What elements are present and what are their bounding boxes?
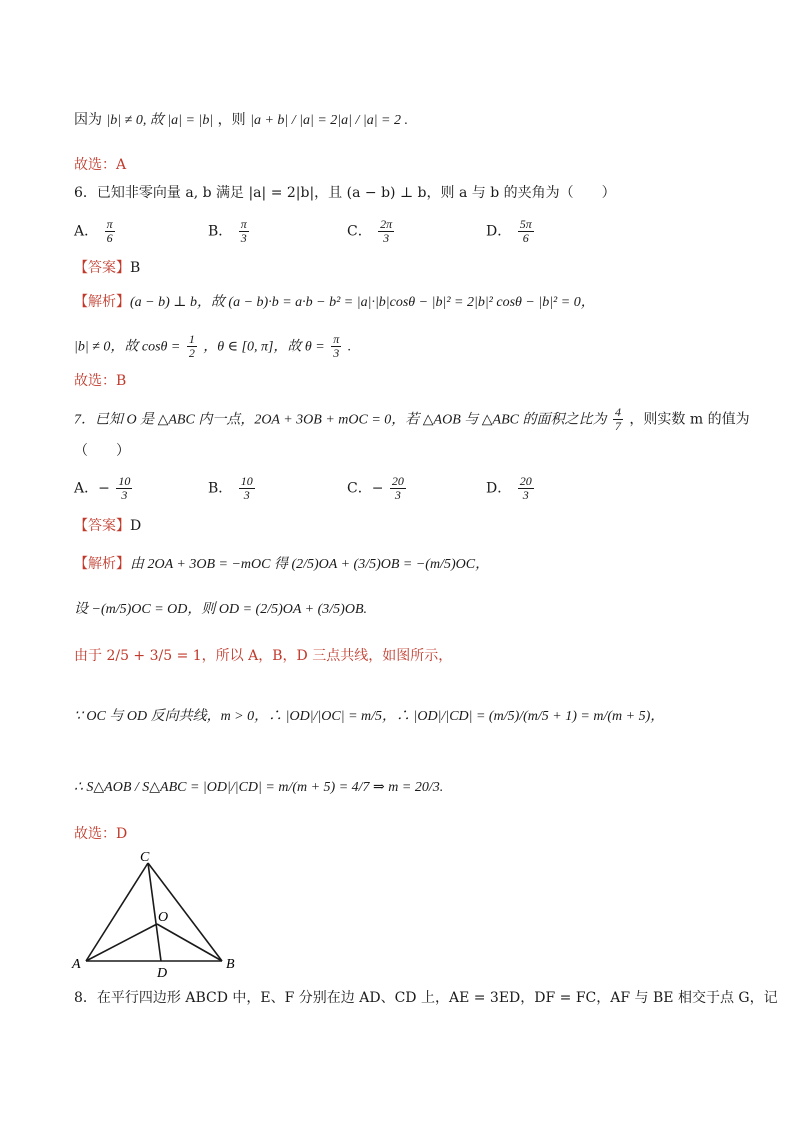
prev-prefix: 因为 bbox=[74, 112, 102, 128]
q6-option-c-den: 3 bbox=[383, 231, 390, 245]
q7-analysis-3: 由于 2/5 + 3/5 = 1，所以 A，B，D 三点共线，如图所示， bbox=[74, 648, 453, 664]
q7-analysis-5: ∴ S△AOB / S△ABC = |OD|/|CD| = m/(m + 5) = 4/7 ⇒ m = 20/3. bbox=[74, 780, 444, 795]
q7-option-a-sign: − bbox=[98, 480, 110, 497]
q7-option-b-label: B． bbox=[208, 480, 233, 497]
q6-analysis-line-1 bbox=[74, 292, 595, 313]
segment-oa bbox=[86, 924, 157, 961]
q6-option-a-num: π bbox=[106, 217, 113, 231]
q6-choice: 故选：B bbox=[74, 373, 127, 389]
q7-triangle-figure bbox=[68, 848, 248, 978]
q7-answer-value: D bbox=[130, 518, 142, 534]
q6-option-b bbox=[208, 218, 251, 245]
q6-stem: 6．已知非零向量 a, b 满足 |a| = 2|b|，且 (a − b) ⊥ b，则 a 与 b 的夹角为（ ） bbox=[74, 185, 616, 201]
q6-analysis-2b: ，θ ∈ [0, π]，故 θ = bbox=[203, 339, 325, 355]
q7-option-a-num: 10 bbox=[118, 474, 131, 488]
q7-option-c bbox=[347, 475, 408, 502]
q7-option-c-den: 3 bbox=[394, 488, 401, 502]
q6-answer-tag: 【答案】 bbox=[74, 260, 130, 276]
prev-choice: 故选：A bbox=[74, 157, 127, 173]
segment-ob bbox=[157, 924, 222, 961]
prev-condition: |b| ≠ 0, 故 |a| = |b| bbox=[106, 113, 214, 128]
q7-analysis-tag: 【解析】 bbox=[74, 556, 130, 572]
q6-option-a-den: 6 bbox=[106, 231, 113, 245]
label-a: A bbox=[72, 957, 81, 972]
q6-option-d-den: 6 bbox=[522, 231, 529, 245]
q6-answer-value: B bbox=[130, 260, 141, 276]
q7-analysis-1: 由 2OA + 3OB = −mOC 得 (2/5)OA + (3/5)OB = −(m/5)OC， bbox=[130, 557, 490, 572]
q6-answer bbox=[74, 258, 140, 278]
q7-analysis-line-1 bbox=[74, 554, 489, 575]
q6-option-b-num: π bbox=[240, 217, 247, 231]
q7-stem-num: 4 bbox=[614, 405, 621, 419]
q7-stem-line-1 bbox=[74, 406, 750, 433]
q6-analysis-2a: |b| ≠ 0，故 cosθ = bbox=[74, 339, 181, 355]
q6-option-b-den: 3 bbox=[240, 231, 247, 245]
q6-option-a bbox=[74, 218, 117, 245]
label-d: D bbox=[157, 966, 168, 978]
q7-stem-c: （ ） bbox=[74, 443, 130, 459]
edge-ac bbox=[86, 863, 148, 961]
q6-analysis-1: (a − b) ⊥ b，故 (a − b)·b = a·b − b² = |a|·|b|cosθ − |b|² = 2|b|² cosθ − |b|² = 0， bbox=[130, 295, 595, 310]
q6-option-c-label: C． bbox=[347, 223, 372, 240]
q7-choice: 故选：D bbox=[74, 826, 128, 842]
q7-option-a-den: 3 bbox=[121, 488, 128, 502]
q6-analysis-2-den2: 3 bbox=[333, 346, 340, 360]
q7-option-d bbox=[486, 475, 536, 502]
q7-option-d-label: D． bbox=[486, 480, 512, 497]
q7-option-b bbox=[208, 475, 257, 502]
q6-analysis-2c: . bbox=[347, 339, 352, 355]
prev-expression: |a + b| / |a| = 2|a| / |a| = 2 . bbox=[250, 113, 409, 128]
label-o: O bbox=[158, 910, 169, 925]
q7-analysis-4: ∵ OC 与 OD 反向共线，m > 0，∴ |OD|/|OC| = m/5，∴ |OD|/|CD| = (m/5)/(m/5 + 1) = m/(m + 5)， bbox=[74, 709, 665, 724]
q6-analysis-2-num: 1 bbox=[188, 332, 195, 346]
label-b: B bbox=[226, 957, 235, 972]
q7-option-a-label: A． bbox=[74, 480, 99, 497]
q7-option-d-den: 3 bbox=[522, 488, 529, 502]
prev-solution-line bbox=[74, 110, 408, 131]
q6-option-d bbox=[486, 218, 536, 245]
q8-stem: 8．在平行四边形 ABCD 中，E、F 分别在边 AD、CD 上，AE = 3ED，DF = FC，AF 与 BE 相交于点 G，记 bbox=[74, 990, 778, 1006]
q7-option-c-num: 20 bbox=[391, 474, 404, 488]
q6-analysis-tag: 【解析】 bbox=[74, 294, 130, 310]
q7-answer-tag: 【答案】 bbox=[74, 518, 130, 534]
q6-option-c bbox=[347, 218, 396, 245]
q7-option-b-den: 3 bbox=[243, 488, 250, 502]
q6-analysis-2-den: 2 bbox=[188, 346, 195, 360]
q7-option-d-num: 20 bbox=[519, 474, 532, 488]
q6-option-c-num: 2π bbox=[380, 217, 393, 231]
q7-analysis-2: 设 −(m/5)OC = OD，则 OD = (2/5)OA + (3/5)OB. bbox=[74, 602, 368, 617]
q7-option-c-label: C． bbox=[347, 480, 372, 497]
label-c: C bbox=[140, 850, 150, 865]
q7-option-b-num: 10 bbox=[240, 474, 253, 488]
q6-option-d-num: 5π bbox=[519, 217, 532, 231]
q6-option-a-label: A． bbox=[74, 223, 99, 240]
q7-stem-den: 7 bbox=[614, 419, 621, 433]
q7-stem-b: ，则实数 m 的值为 bbox=[629, 411, 750, 428]
q6-option-d-label: D． bbox=[486, 223, 512, 240]
prev-then: ，则 bbox=[217, 112, 246, 128]
q6-option-b-label: B． bbox=[208, 223, 233, 240]
q7-option-c-sign: − bbox=[371, 480, 384, 497]
q6-analysis-line-2 bbox=[74, 333, 351, 360]
q7-answer bbox=[74, 516, 141, 536]
q7-option-a bbox=[74, 475, 134, 502]
q7-stem-a: 7．已知 O 是 △ABC 内一点，2OA + 3OB + mOC = 0，若 △AOB 与 △ABC 的面积之比为 bbox=[74, 412, 607, 428]
q6-analysis-2-num2: π bbox=[333, 332, 340, 346]
